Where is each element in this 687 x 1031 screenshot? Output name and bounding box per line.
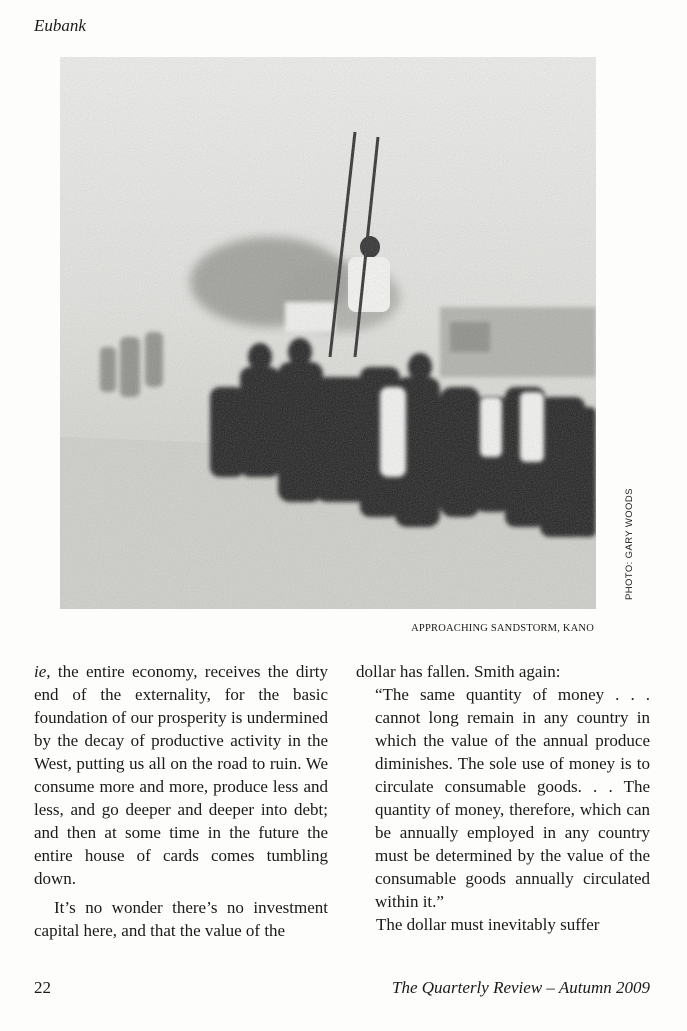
sandstorm-photo (60, 57, 596, 609)
left-paragraph-2: It’s no wonder there’s no investment capital here, and that the value of the (34, 898, 328, 940)
sandstorm-photo-illustration (60, 57, 596, 609)
photo-credit: PHOTO: GARY WOODS (624, 488, 635, 600)
left-column (34, 660, 328, 942)
right-paragraph-1: dollar has fallen. Smith again: (356, 662, 561, 681)
right-column (356, 660, 650, 936)
left-paragraph-1 (34, 660, 328, 890)
smith-quotation: “The same quantity of money . . . cannot long remain in any country in which the value of the annual produce diminishes. The sole use of money is to circulate consumable goods. . . The quantity of money, therefore, which can be annually employed in any country must be determined by the value of the consumable goods annually circulated within it.” (375, 685, 650, 911)
page-number: 22 (34, 978, 51, 997)
right-paragraph-2: The dollar must inevitably suffer (376, 915, 600, 934)
left-lead-italic: ie, (34, 662, 51, 681)
running-header-author: Eubank (34, 16, 86, 35)
left-paragraph-1-text: the entire economy, receives the dirty end of the externality, for the basic foundation of our prosperity is undermined by the decay of productive activity in the West, putting us all on the road to ruin. We consume more and more, produce less and less, and go deeper and deeper into debt; and then at some time in the future the entire house of cards comes tumbling down. (34, 662, 328, 888)
photo-caption: APPROACHING SANDSTORM, KANO (411, 623, 594, 634)
journal-footer: The Quarterly Review – Autumn 2009 (392, 978, 650, 997)
